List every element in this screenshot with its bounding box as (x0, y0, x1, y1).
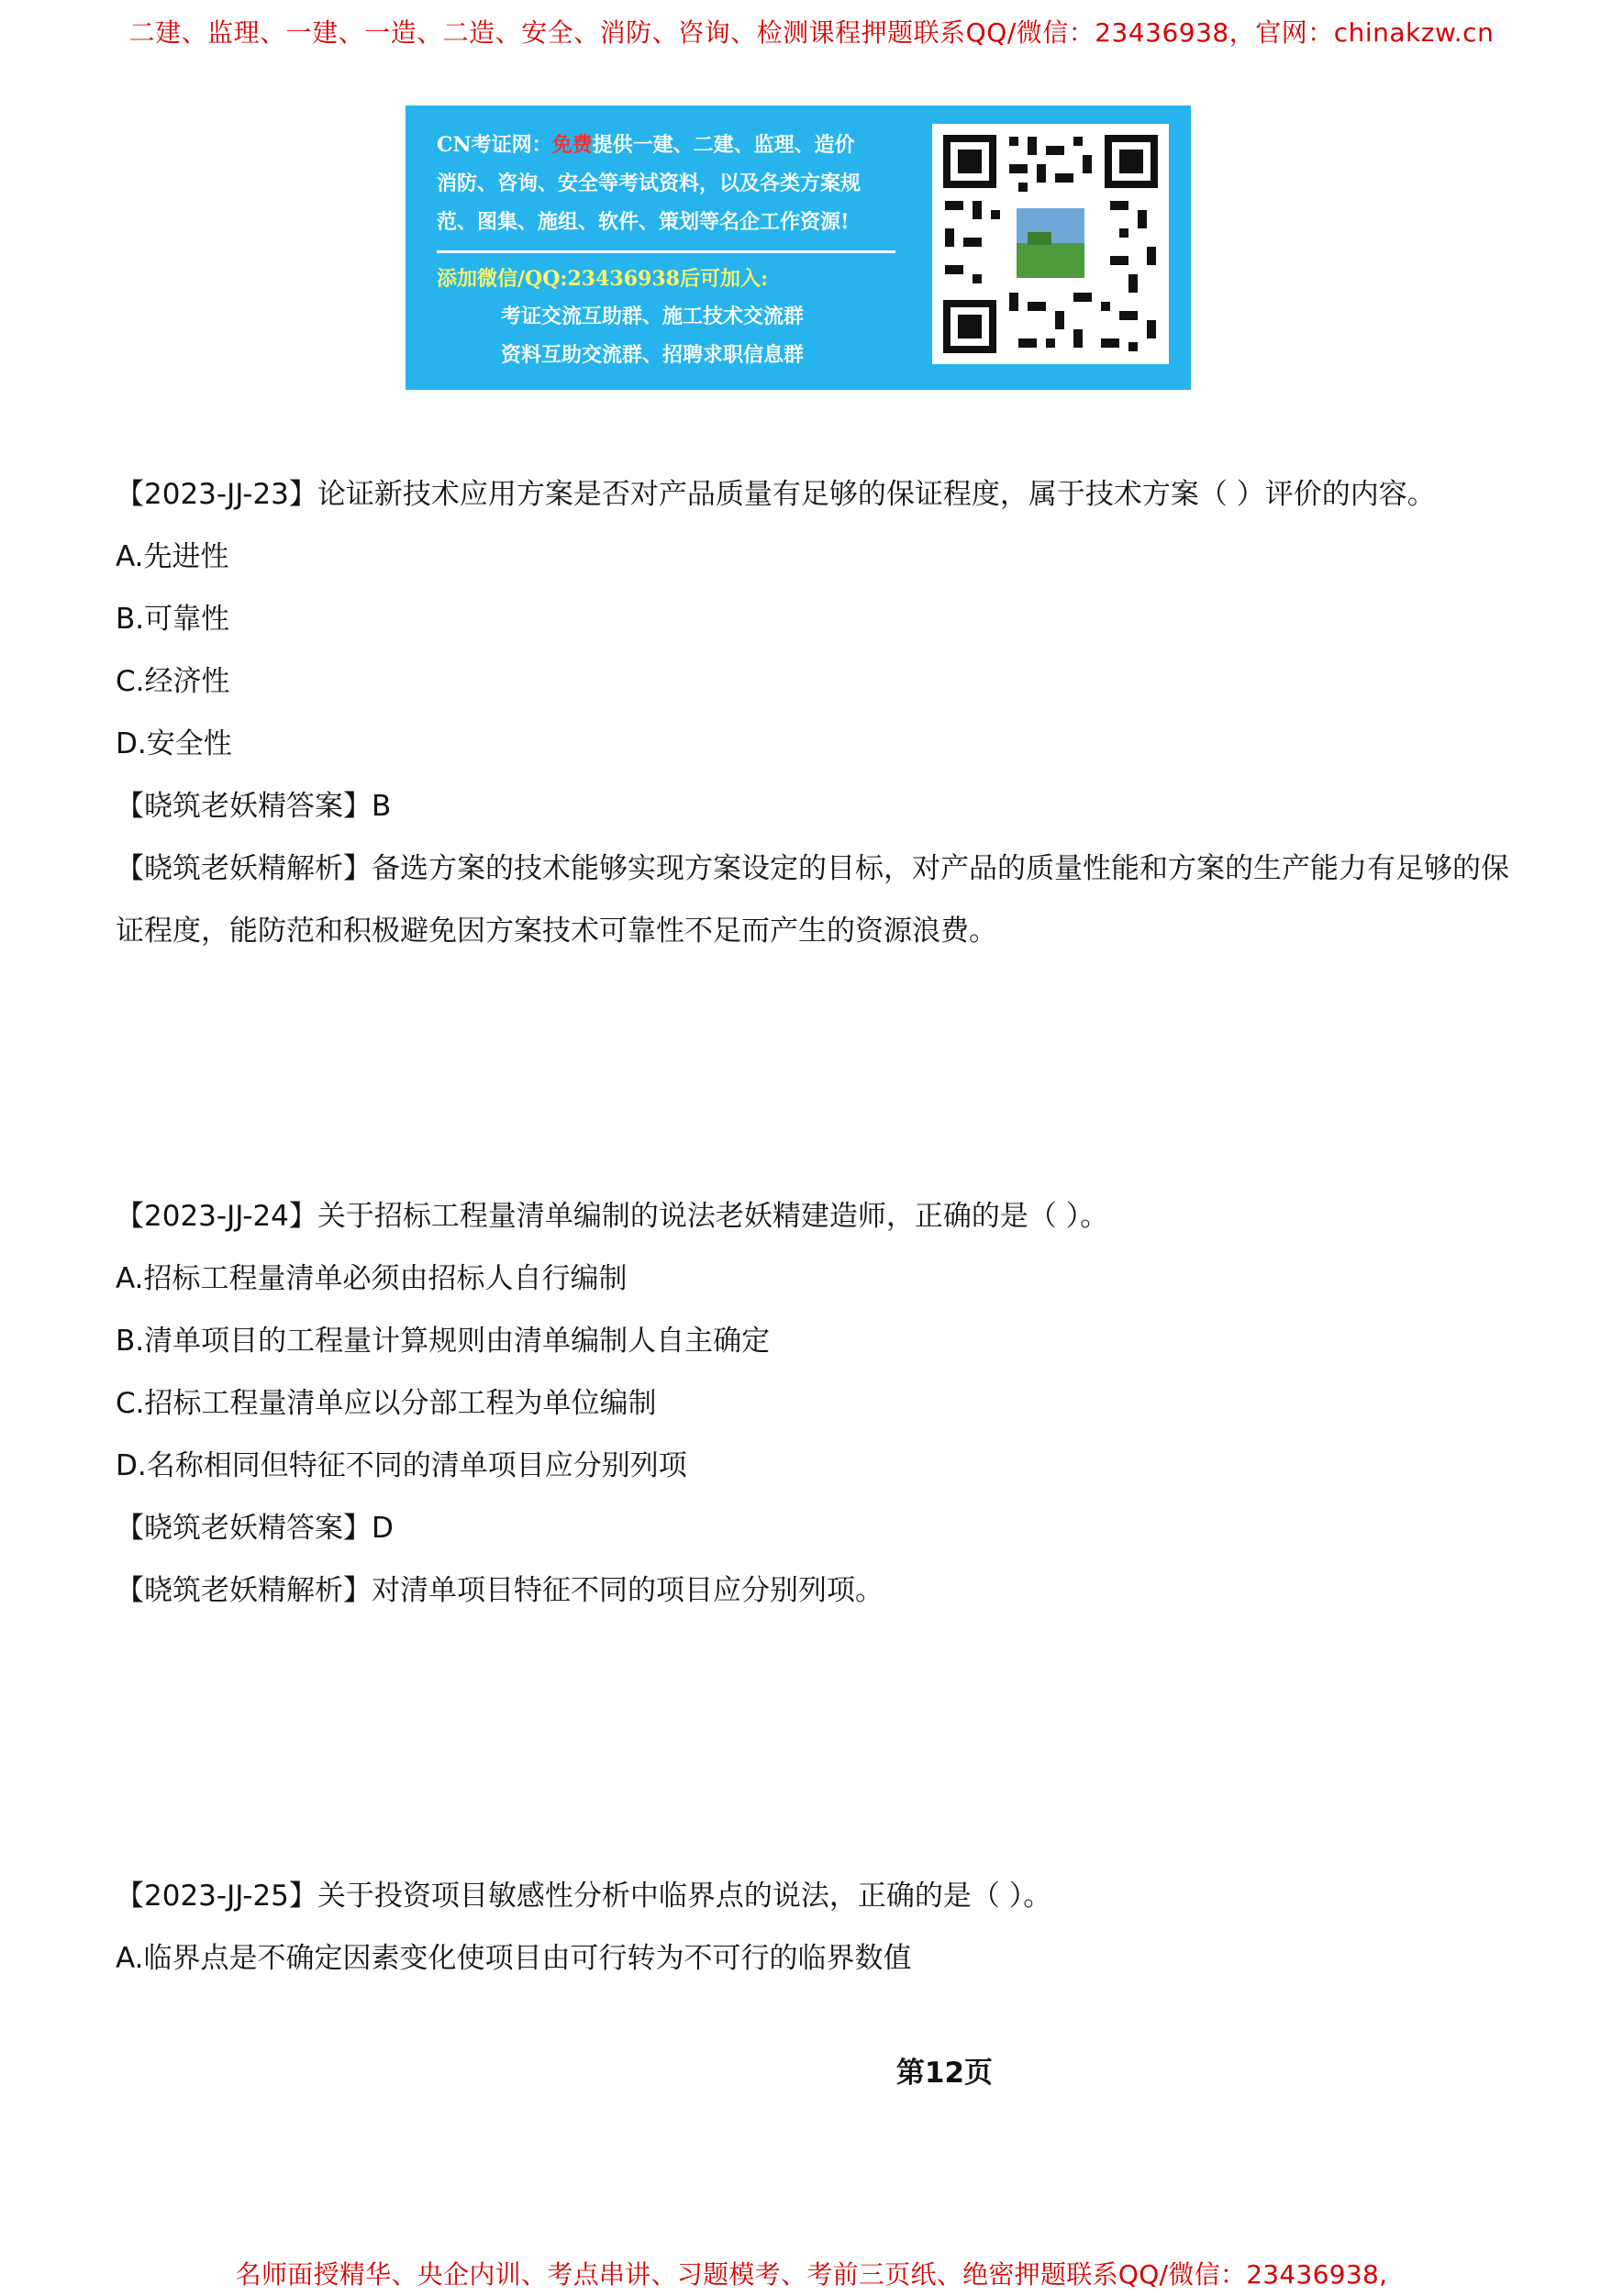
banner-group-2: 资料互助交流群、招聘求职信息群 (501, 343, 805, 367)
question-24 (116, 1185, 1519, 1622)
banner-brand: CN考证网： (437, 133, 552, 157)
banner-line-1-rest: 提供一建、二建、监理、造价 (592, 133, 855, 157)
page-number: 第12页 (895, 2057, 994, 2090)
question-25-option-a: A.临界点是不确定因素变化使项目由可行转为不可行的临界数值 (116, 1942, 912, 1975)
question-23-option-c: C.经济性 (116, 665, 230, 698)
question-24-option-b: B.清单项目的工程量计算规则由清单编制人自主确定 (116, 1325, 771, 1358)
question-23 (116, 463, 1519, 962)
banner-line-3: 范、图集、施组、软件、策划等名企工作资源! (437, 210, 850, 234)
question-23-option-a: A.先进性 (116, 540, 229, 573)
question-23-option-d: D.安全性 (116, 727, 232, 760)
banner-wechat-line: 添加微信/QQ:23436938后可加入: (437, 267, 769, 291)
question-24-option-c: C.招标工程量清单应以分部工程为单位编制 (116, 1387, 657, 1420)
qr-code-icon (932, 124, 1169, 364)
question-23-answer: 【晓筑老妖精答案】B (116, 790, 392, 823)
promo-banner[interactable] (406, 105, 1191, 390)
header-contact-line: 二建、监理、一建、一造、二造、安全、消防、咨询、检测课程押题联系QQ/微信：23436938，官网：chinakzw.cn (128, 17, 1495, 48)
banner-text (437, 126, 923, 374)
question-23-option-b: B.可靠性 (116, 603, 230, 636)
question-25-stem: 【2023-JJ-25】关于投资项目敏感性分析中临界点的说法，正确的是（ ）。 (116, 1880, 1052, 1913)
question-24-option-d: D.名称相同但特征不同的清单项目应分别列项 (116, 1449, 687, 1482)
banner-line-1 (437, 126, 923, 164)
banner-free-label: 免费 (551, 133, 593, 157)
question-23-stem: 【2023-JJ-23】论证新技术应用方案是否对产品质量有足够的保证程度，属于技术方案（ ）评价的内容。 (116, 478, 1436, 511)
question-25 (116, 1865, 1519, 1990)
banner-group-1: 考证交流互助群、施工技术交流群 (501, 305, 805, 328)
footer-contact-line: 名师面授精华、央企内训、考点串讲、习题模考、考前三页纸、绝密押题联系QQ/微信：23436938, (235, 2259, 1388, 2290)
banner-line-2: 消防、咨询、安全等考试资料，以及各类方案规 (437, 172, 862, 195)
question-24-explanation: 【晓筑老妖精解析】对清单项目特征不同的项目应分别列项。 (116, 1574, 884, 1607)
banner-divider (437, 250, 895, 253)
question-24-stem: 【2023-JJ-24】关于招标工程量清单编制的说法老妖精建造师，正确的是（ ）。 (116, 1200, 1109, 1233)
question-23-explanation: 【晓筑老妖精解析】备选方案的技术能够实现方案设定的目标，对产品的质量性能和方案的生产能力有足够的保证程度，能防范和积极避免因方案技术可靠性不足而产生的资源浪费。 (116, 852, 1509, 948)
question-24-answer: 【晓筑老妖精答案】D (116, 1512, 394, 1545)
question-24-option-a: A.招标工程量清单必须由招标人自行编制 (116, 1262, 628, 1295)
